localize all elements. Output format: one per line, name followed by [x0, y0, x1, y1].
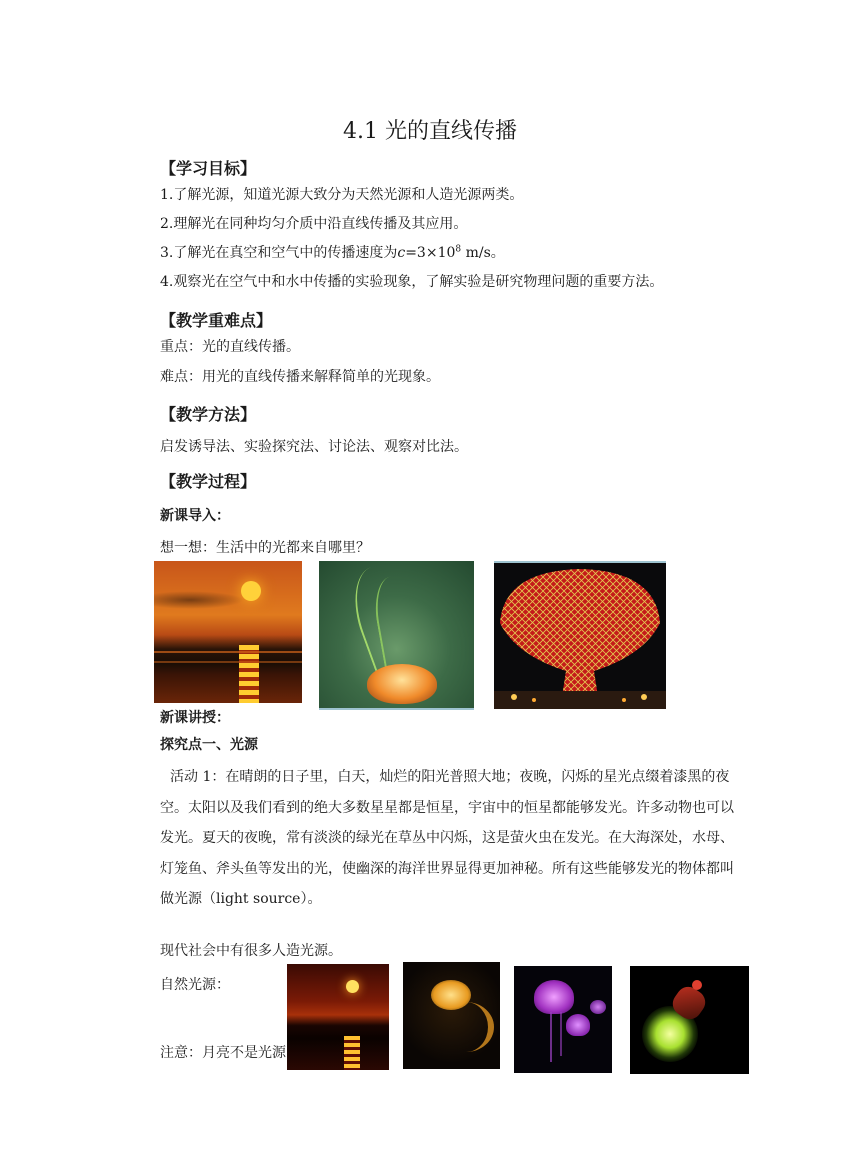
process-heading: 【教学过程】 [160, 472, 257, 491]
moon-note: 注意：月亮不是光源 [160, 1045, 286, 1061]
methods-heading: 【教学方法】 [160, 405, 257, 424]
methods-text: 启发诱导法、实验探究法、讨论法、观察对比法。 [160, 439, 468, 455]
speed-value: =3×10 [405, 245, 456, 261]
purple-jellyfish-image [514, 966, 612, 1073]
goals-heading: 【学习目标】 [160, 159, 257, 178]
glowing-fish-image [403, 962, 500, 1069]
sunset-image [154, 561, 302, 703]
speed-unit: m/s。 [461, 245, 505, 261]
natural-sources-label: 自然光源： [160, 977, 230, 993]
jellyfish-image [319, 561, 474, 710]
key-points-heading: 【教学重难点】 [160, 311, 273, 330]
goal-item-2: 2.理解光在同种均匀介质中沿直线传播及其应用。 [160, 216, 468, 232]
topic-1-heading: 探究点一、光源 [160, 737, 258, 753]
lecture-label: 新课讲授： [160, 710, 230, 726]
modern-sources-text: 现代社会中有很多人造光源。 [160, 943, 342, 959]
firefly-image [630, 966, 749, 1074]
speed-exponent: 8 [455, 244, 462, 255]
goal-item-3-text: 3.了解光在真空和空气中的传播速度为 [160, 245, 398, 261]
speed-symbol: c [397, 245, 406, 261]
activity-paragraph: 活动 1：在晴朗的日子里，白天，灿烂的阳光普照大地；夜晚，闪烁的星光点缀着漆黑的夜空。太阳以及我们看到的绝大多数星星都是恒星，宇宙中的恒星都能够发光。许多动物也可以发光。夏天的夜晚，常有淡淡的绿光在草丛中闪烁，这是萤火虫在发光。在大海深处，水母、灯笼鱼、斧头鱼等发出的光，使幽深的海洋世界显得更加神秘。所有这些能够发光的物体都叫做光源（light source）。 [160, 769, 734, 907]
key-difficulty: 难点：用光的直线传播来解释简单的光现象。 [160, 369, 440, 385]
intro-label: 新课导入： [160, 508, 230, 524]
goal-item-3 [160, 242, 505, 262]
intro-question: 想一想：生活中的光都来自哪里？ [160, 540, 370, 556]
sun-image [287, 964, 389, 1070]
light-tower-image [494, 561, 666, 709]
goal-item-4: 4.观察光在空气中和水中传播的实验现象，了解实验是研究物理问题的重要方法。 [160, 274, 664, 290]
page-title: 4.1 光的直线传播 [343, 119, 517, 144]
key-focus: 重点：光的直线传播。 [160, 339, 300, 355]
goal-item-1: 1.了解光源，知道光源大致分为天然光源和人造光源两类。 [160, 187, 524, 203]
